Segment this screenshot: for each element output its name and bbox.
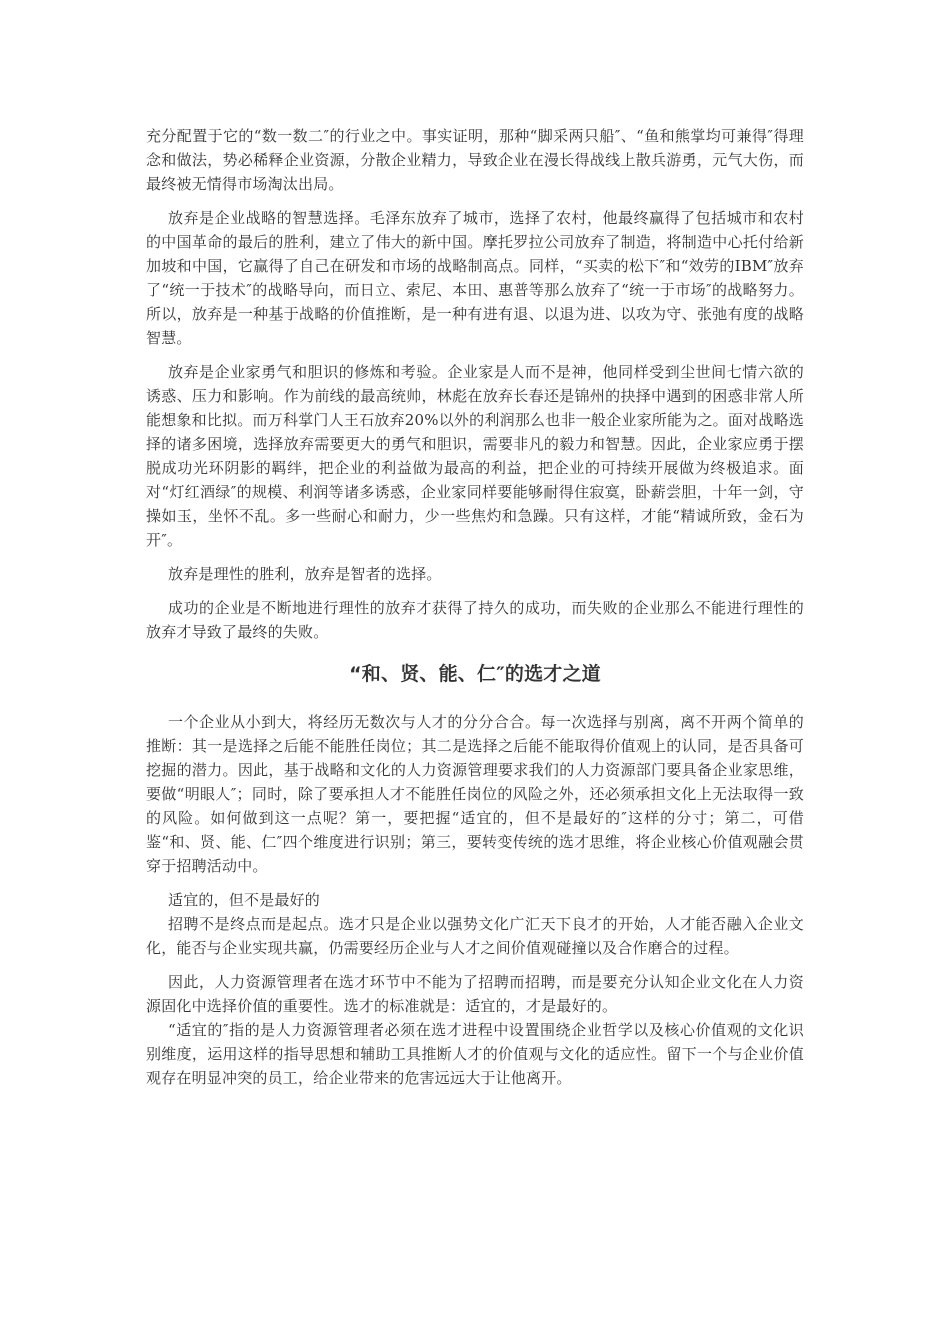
paragraph-hr-manager: 因此，人力资源管理者在选才环节中不能为了招聘而招聘，而是要充分认知企业文化在人力资源固化中选择价值的重要性。选才的标准就是：适宜的，才是最好的。 — [146, 973, 804, 1015]
paragraph-strategic-wisdom: 放弃是企业战略的智慧选择。毛泽东放弃了城市，选择了农村，他最终赢得了包括城市和农村的中国革命的最后的胜利，建立了伟大的新中国。摩托罗拉公司放弃了制造，将制造中心托付给新加坡和中国，它赢得了自己在研发和市场的战略制高点。同样，“买卖的松下″和“效劳的IBM″放弃了“统一于技术″的战略导向，而日立、索尼、本田、惠普等那么放弃了“统一于市场″的战略努力。所以，放弃是一种基于战略的价值推断，是一种有进有退、以退为进、以攻为守、张弛有度的战略智慧。 — [146, 209, 804, 347]
paragraph-talent-selection: 一个企业从小到大，将经历无数次与人才的分分合合。每一次选择与别离，离不开两个简单的推断：其一是选择之后能不能胜任岗位；其二是选择之后能不能取得价值观上的认同，是否具备可挖掘的潜力。因此，基于战略和文化的人力资源管理要求我们的人力资源部门要具备企业家思维，要做“明眼人″；同时，除了要承担人才不能胜任岗位的风险之外，还必须承担文化上无法取得一致的风险。如何做到这一点呢？第一，要把握“适宜的，但不是最好的″这样的分寸；第二，可借鉴“和、贤、能、仁″四个维度进行识别；第三，要转变传统的选才思维，将企业核心价值观融会贯穿于招聘活动中。 — [146, 713, 804, 875]
section-heading: “和、贤、能、仁″的选才之道 — [349, 663, 601, 685]
subheading-suitable: 适宜的，但不是最好的 — [168, 891, 321, 909]
document-page — [146, 124, 804, 1100]
paragraph-recruitment-start: 招聘不是终点而是起点。选才只是企业以强势文化广汇天下良才的开始，人才能否融入企业文化，能否与企业实现共赢，仍需要经历企业与人才之间价值观碰撞以及合作磨合的过程。 — [146, 915, 804, 957]
paragraph-success-failure: 成功的企业是不断地进行理性的放弃才获得了持久的成功，而失败的企业那么不能进行理性的放弃才导致了最终的失败。 — [146, 599, 804, 641]
paragraph-rational-victory: 放弃是理性的胜利，放弃是智者的选择。 — [168, 565, 442, 583]
paragraph-suitable-meaning: “适宜的″指的是人力资源管理者必须在选才进程中设置围绕企业哲学以及核心价值观的文化识别维度，运用这样的指导思想和辅助工具推断人才的价值观与文化的适应性。留下一个与企业价值观存在明显冲突的员工，给企业带来的危害远远大于让他离开。 — [146, 1021, 804, 1087]
paragraph-entrepreneur-courage: 放弃是企业家勇气和胆识的修炼和考验。企业家是人而不是神，他同样受到尘世间七情六欲的诱惑、压力和影响。作为前线的最高统帅，林彪在放弃长春还是锦州的抉择中遇到的困惑非常人所能想象和比拟。而万科掌门人王石放弃20%以外的利润那么也非一般企业家所能为之。面对战略选择的诸多困境，选择放弃需要更大的勇气和胆识，需要非凡的毅力和智慧。因此，企业家应勇于摆脱成功光环阴影的羁绊，把企业的利益做为最高的利益，把企业的可持续开展做为终极追求。面对“灯红酒绿″的规模、利润等诸多诱惑，企业家同样要能够耐得住寂寞，卧薪尝胆，十年一剑，守操如玉，坐怀不乱。多一些耐心和耐力，少一些焦灼和急躁。只有这样，才能“精诚所致，金石为开″。 — [146, 363, 804, 549]
paragraph-intro-continuation: 充分配置于它的“数一数二″的行业之中。事实证明，那种“脚采两只船″、“鱼和熊掌均可兼得″得理念和做法，势必稀释企业资源，分散企业精力，导致企业在漫长得战线上散兵游勇，元气大伤，而最终被无情得市场淘汰出局。 — [146, 127, 804, 193]
